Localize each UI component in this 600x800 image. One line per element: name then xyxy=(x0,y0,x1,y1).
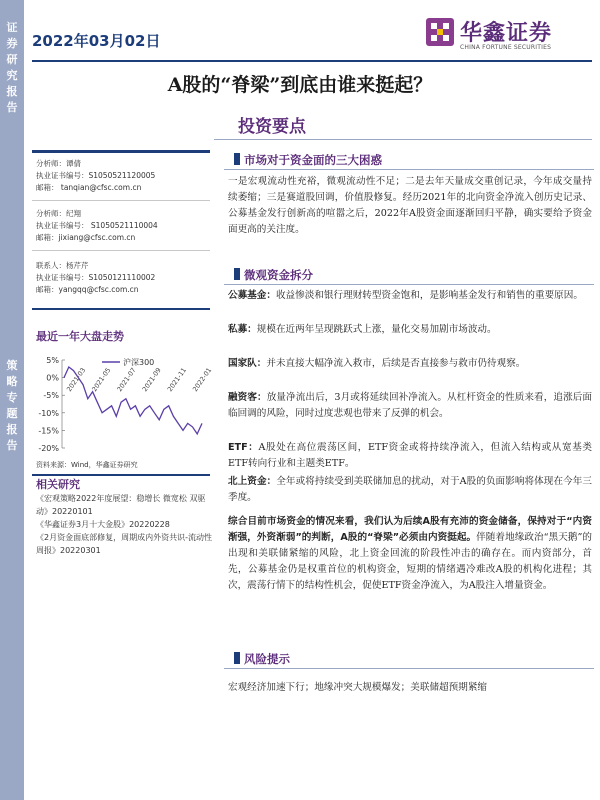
section-rule xyxy=(224,668,594,669)
summary-paragraph: 综合目前市场资金的情况来看，我们认为后续A股有充沛的资金储备，保持对于“内资渐强，外资渐弱”的判断，A股的“脊梁”必须由内资挺起。伴随着地缘政治“黑天鹅”的出现和美联储紧缩的风险，北上资金回流的阶段性冲击的确存在。而内资部分，首先，公募基金仍是权重首位的机构资金，短期的情绪遇冷难改A股的机构化进程；其次，震荡行情下的结构性机会，促使ETF资金净流入，为A股注入增量资金。 xyxy=(228,516,593,591)
section-marker-icon xyxy=(234,153,240,165)
x-tick-label: 2021-05 xyxy=(90,366,113,394)
risk-paragraph: 宏观经济加速下行；地缘冲突大规模爆发；美联储超预期紧缩 xyxy=(228,682,488,693)
section-rule xyxy=(224,284,594,285)
logo-mark-icon xyxy=(426,18,454,46)
fund-item-private-funds: 私募：规模在近两年呈现跳跃式上涨，量化交易加剧市场波动。 xyxy=(228,324,497,335)
confusions-paragraph: 一是宏观流动性充裕，微观流动性不足；二是去年天量成交重创记录，今年成交量持续萎缩；三是赛道股回调，价值股修复。经历2021年的北向资金净流入创历史记录、公募基金发行创新高的喧嚣之后，2022年A股资金面逐渐回归平静，确实要给予资金面更高的关注度。 xyxy=(228,176,592,235)
analyst-divider xyxy=(32,250,210,251)
y-tick-label: 0% xyxy=(46,373,59,383)
fund-item-margin: 融资客：放量净流出后，3月或将延续回补净流入。从杠杆资金的性质来看，追涨后面临回调的风险，同时过度悲观也带来了反弹的机会。 xyxy=(228,392,593,419)
company-logo xyxy=(426,18,594,54)
logo-name-en: CHINA FORTUNE SECURITIES xyxy=(460,44,552,51)
related-research-heading: 相关研究 xyxy=(36,478,80,491)
fund-item-etf: ETF：A股处在高位震荡区间，ETF资金或将持续净流入，但流入结构或从宽基类ETF转向行业和主题类ETF。 xyxy=(228,442,592,469)
legend-label: 沪深300 xyxy=(123,358,155,367)
logo-name-cn: 华鑫证券 xyxy=(460,21,553,46)
y-tick-label: -5% xyxy=(43,391,59,401)
x-tick-label: 2021-09 xyxy=(140,366,163,394)
y-tick-label: -20% xyxy=(38,444,59,453)
analyst-divider xyxy=(32,200,210,201)
subtitle-rule xyxy=(214,139,592,140)
y-tick-label: -15% xyxy=(38,426,59,436)
analyst-block: 分析师：谭倩 执业证书编号：S1050521120005 邮箱： tanqian@cfsc.com.cn xyxy=(36,159,156,192)
related-research-list xyxy=(36,492,212,557)
section-heading-micro-funds: 微观资金拆分 xyxy=(244,268,313,282)
fund-item-national-team: 国家队：并未直接大幅净流入救市，后续是否直接参与救市仍待观察。 xyxy=(228,358,526,369)
sidebar-top-bar xyxy=(32,150,210,153)
fund-item-northbound: 北上资金：全年或将持续受到美联储加息的扰动，对于A股的负面影响将体现在今年三季度。 xyxy=(228,476,593,503)
ribbon-report-category: 策 略 专 题 报 告 xyxy=(6,359,18,452)
section-marker-icon xyxy=(234,268,240,280)
header-rule xyxy=(32,60,592,62)
related-research-link[interactable]: 《宏观策略2022年度展望：稳增长 微宽松 双驱动》20220101 xyxy=(36,494,206,516)
section-heading-risk: 风险提示 xyxy=(244,652,290,666)
x-tick-label: 2022-01 xyxy=(191,366,214,394)
report-title: A股的“脊梁”到底由谁来挺起？ xyxy=(167,74,433,96)
fund-item-public-funds: 公募基金：收益惨淡和银行理财转型资金饱和，是影响基金发行和销售的重要原因。 xyxy=(228,290,583,301)
left-ribbon xyxy=(0,0,24,800)
contact-block: 联系人：杨芹芹 执业证书编号：S1050121110002 邮箱：yangqq@cfsc.com.cn xyxy=(36,261,156,294)
section-marker-icon xyxy=(234,652,240,664)
y-tick-label: 5% xyxy=(46,356,59,365)
chart-source: 资料来源：Wind，华鑫证券研究 xyxy=(36,461,138,469)
analyst-block: 分析师：纪翔 执业证书编号： S1050521110004 邮箱：jixiang@cfsc.com.cn xyxy=(36,209,158,242)
related-research-link[interactable]: 《2月资金面底部修复，周期成内外资共识-流动性周报》20220301 xyxy=(36,533,212,555)
ribbon-report-type: 证 券 研 究 报 告 xyxy=(6,21,18,114)
section-subtitle: 投资要点 xyxy=(238,117,306,137)
section-heading-confusions: 市场对于资金面的三大困惑 xyxy=(244,153,382,167)
y-tick-label: -10% xyxy=(38,408,59,418)
related-research-link[interactable]: 《华鑫证券3月十大金股》20220228 xyxy=(36,520,170,529)
x-tick-label: 2021-11 xyxy=(165,366,189,394)
market-trend-heading: 最近一年大盘走势 xyxy=(36,330,124,343)
report-date: 2022年03月02日 xyxy=(32,32,161,50)
sidebar-divider xyxy=(32,308,210,310)
section-rule xyxy=(224,169,594,170)
x-tick-label: 2021-03 xyxy=(65,366,88,394)
hs300-line-chart xyxy=(32,352,214,458)
x-tick-label: 2021-07 xyxy=(115,366,138,394)
